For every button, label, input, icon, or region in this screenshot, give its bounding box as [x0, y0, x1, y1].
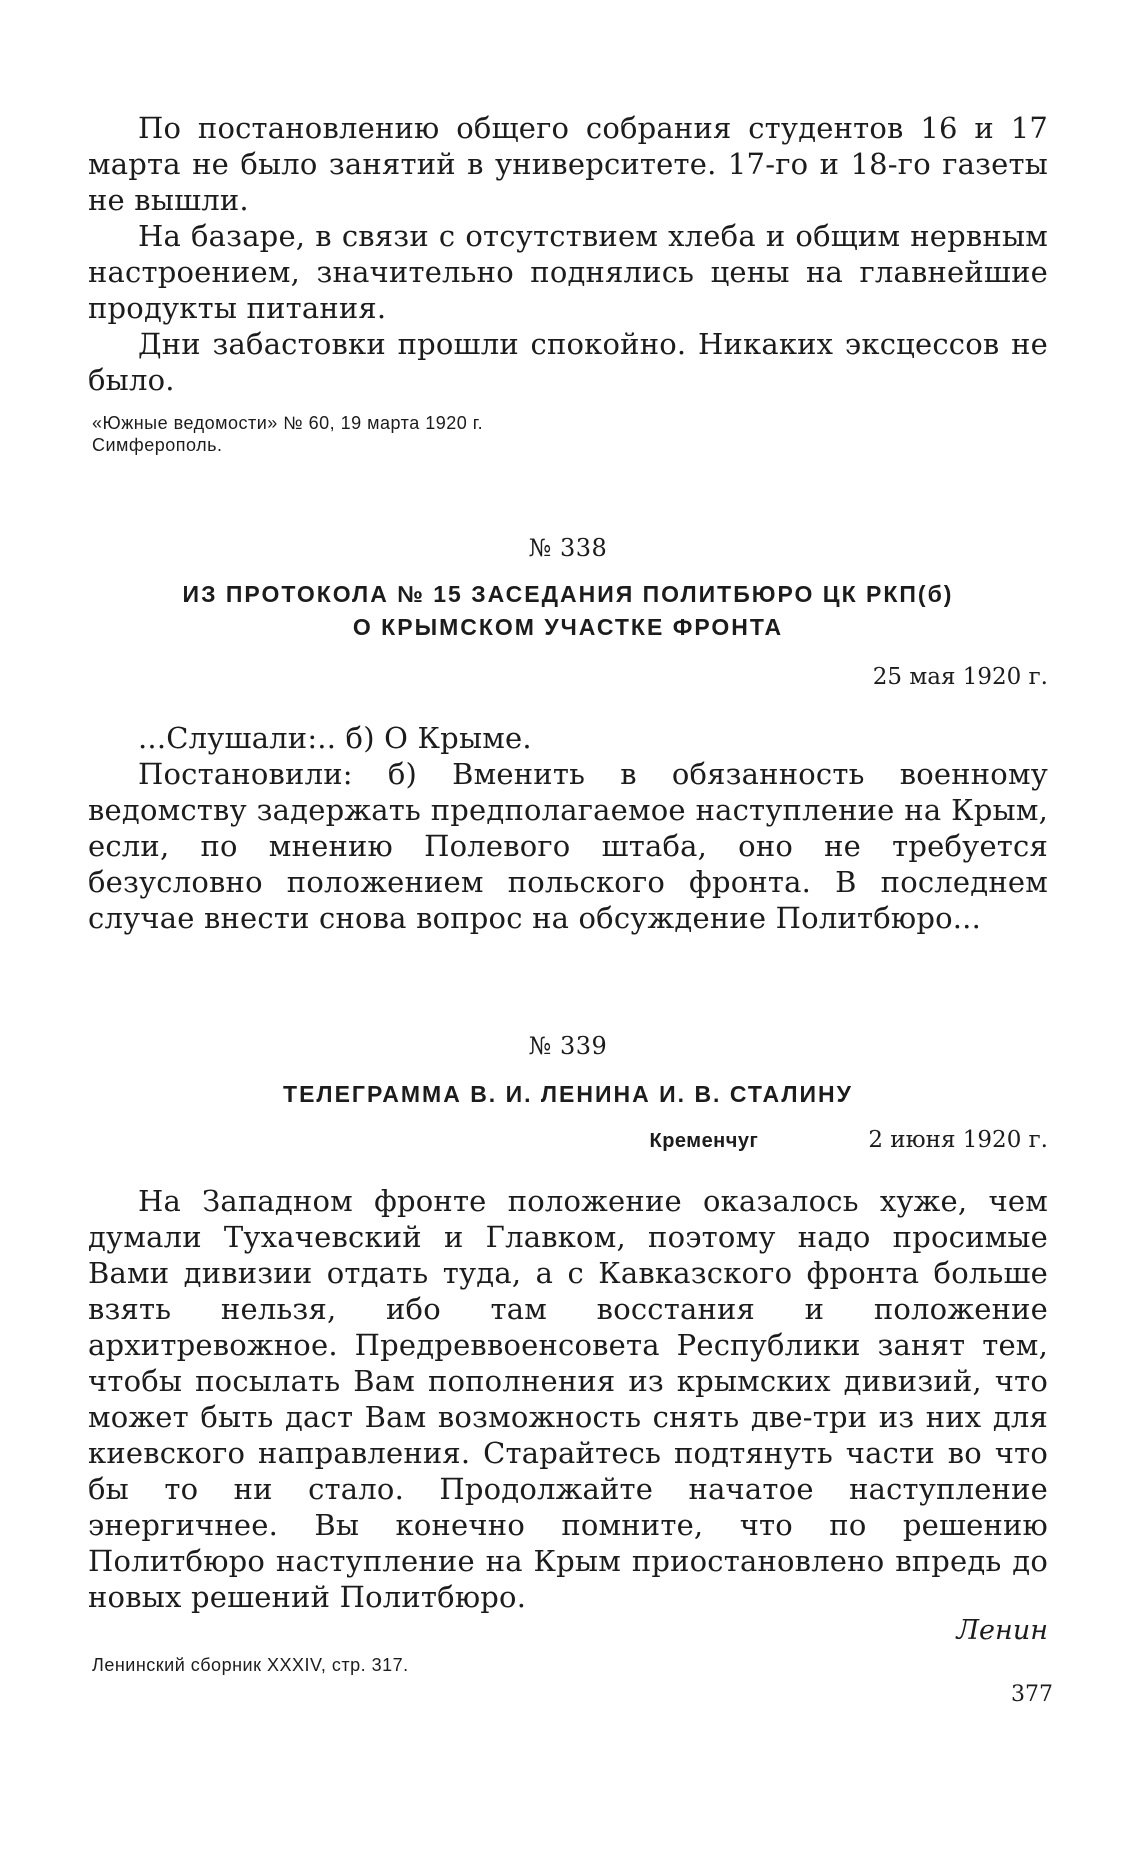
document-date-row	[88, 1127, 1048, 1153]
paragraph: На базаре, в связи с отсутствием хлеба и общим нервным настроением, значительно поднялись цены на главнейшие продукты питания.	[88, 219, 1048, 325]
paragraph: Дни забастовки прошли спокойно. Никаких эксцессов не было.	[88, 327, 1048, 397]
document-339	[88, 1032, 1048, 1676]
document-date: 25 мая 1920 г.	[872, 664, 1048, 690]
document-page	[88, 110, 1048, 1676]
document-date-row	[88, 664, 1048, 690]
paragraph: ...Слушали:.. б) О Крыме.	[138, 721, 532, 755]
paragraph: Постановили: б) Вменить в обязанность военному ведомству задержать предполагаемое наступление на Крым, если, по мнению Полевого штаба, оно не требуется безусловно положением польского фронта. В последнем случае внести снова вопрос на обсуждение Политбюро...	[88, 757, 1048, 935]
document-number: № 339	[528, 1032, 608, 1060]
page-number: 377	[1011, 1682, 1053, 1707]
document-title: ИЗ ПРОТОКОЛА № 15 ЗАСЕДАНИЯ ПОЛИТБЮРО ЦК РКП(б)	[182, 581, 954, 607]
document-place: Кременчуг	[649, 1130, 759, 1152]
document-number: № 338	[528, 534, 608, 562]
document-338	[88, 534, 1048, 936]
source-citation: «Южные ведомости» № 60, 19 марта 1920 г. Симферополь.	[92, 413, 484, 455]
signature: Ленин	[956, 1615, 1048, 1646]
paragraph: По постановлению общего собрания студентов 16 и 17 марта не было занятий в университете. 17-го и 18-го газеты не вышли.	[88, 111, 1048, 217]
newspaper-excerpt	[88, 110, 1048, 456]
source-citation: Ленинский сборник XXXIV, стр. 317.	[92, 1655, 409, 1675]
document-date: 2 июня 1920 г.	[868, 1127, 1048, 1153]
document-title: ТЕЛЕГРАММА В. И. ЛЕНИНА И. В. СТАЛИНУ	[283, 1081, 853, 1107]
paragraph: На Западном фронте положение оказалось хуже, чем думали Тухачевский и Главком, поэтому надо просимые Вами дивизии отдать туда, а с Кавказского фронта больше взять нельзя, ибо там восстания и положение архитревожное. Предреввоенсовета Республики занят тем, чтобы посылать Вам пополнения из крымских дивизий, что может быть даст Вам возможность снять две-три из них для киевского направления. Старайтесь подтянуть части во что бы то ни стало. Продолжайте начатое наступление энергичнее. Вы конечно помните, что по решению Политбюро наступление на Крым приостановлено впредь до новых решений Политбюро.	[88, 1184, 1048, 1614]
document-title: О КРЫМСКОМ УЧАСТКЕ ФРОНТА	[352, 614, 784, 640]
